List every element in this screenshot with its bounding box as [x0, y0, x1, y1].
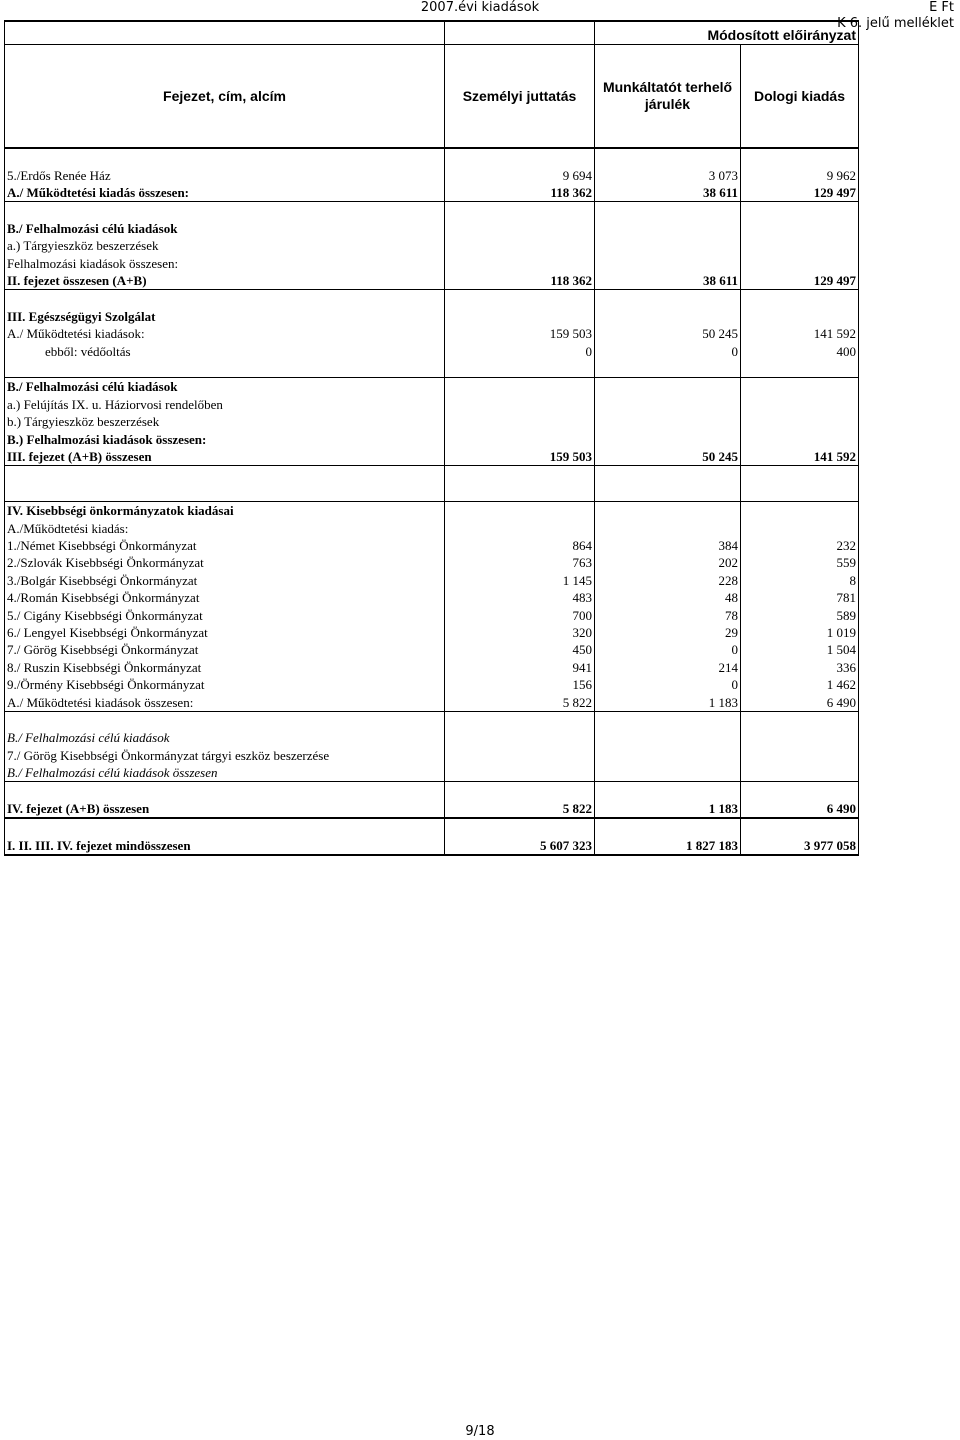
table-row: [5, 483, 859, 501]
row-label: [5, 202, 445, 220]
material-value: 400: [741, 342, 859, 359]
personal-value: 156: [445, 676, 595, 693]
row-label: A./Működtetési kiadás:: [5, 519, 445, 536]
material-value: 141 592: [741, 325, 859, 342]
table-row: [5, 537, 859, 554]
personal-value: [445, 764, 595, 782]
row-label: 5./ Cigány Kisebbségi Önkormányzat: [5, 606, 445, 623]
material-value: [741, 148, 859, 166]
material-value: [741, 254, 859, 271]
material-value: 129 497: [741, 184, 859, 202]
contribution-value: 0: [595, 641, 741, 658]
contribution-value: 228: [595, 571, 741, 588]
contribution-value: [595, 395, 741, 412]
contribution-value: [595, 378, 741, 396]
contribution-value: 50 245: [595, 325, 741, 342]
material-value: 336: [741, 658, 859, 675]
contribution-value: 1 827 183: [595, 836, 741, 854]
personal-value: [445, 395, 595, 412]
material-value: [741, 413, 859, 430]
personal-value: [445, 360, 595, 378]
material-value: [741, 483, 859, 501]
row-label: a.) Tárgyieszköz beszerzések: [5, 237, 445, 254]
row-label: 2./Szlovák Kisebbségi Önkormányzat: [5, 554, 445, 571]
budget-table: [4, 20, 859, 856]
personal-value: 483: [445, 589, 595, 606]
personal-value: [445, 466, 595, 484]
contribution-value: 48: [595, 589, 741, 606]
personal-value: 1 145: [445, 571, 595, 588]
column-header-contribution: Munkáltatót terhelő járulék: [595, 45, 741, 149]
personal-value: [445, 290, 595, 308]
material-value: 1 019: [741, 624, 859, 641]
personal-value: [445, 711, 595, 729]
table-row: [5, 818, 859, 836]
personal-value: 700: [445, 606, 595, 623]
personal-value: 118 362: [445, 184, 595, 202]
table-row: [5, 729, 859, 746]
material-value: [741, 711, 859, 729]
material-value: 559: [741, 554, 859, 571]
row-label: B./ Felhalmozási célú kiadások: [5, 220, 445, 237]
row-label: a.) Felújítás IX. u. Háziorvosi rendelőben: [5, 395, 445, 412]
contribution-value: [595, 148, 741, 166]
table-row: [5, 220, 859, 237]
unit-label: E Ft: [929, 0, 954, 15]
table-row: [5, 430, 859, 447]
contribution-value: 384: [595, 537, 741, 554]
personal-value: [445, 220, 595, 237]
material-value: [741, 360, 859, 378]
contribution-value: [595, 818, 741, 836]
contribution-value: 3 073: [595, 166, 741, 183]
contribution-value: [595, 360, 741, 378]
contribution-value: [595, 729, 741, 746]
table-row: [5, 519, 859, 536]
personal-value: [445, 308, 595, 325]
personal-value: [445, 148, 595, 166]
material-value: 141 592: [741, 448, 859, 466]
material-value: 6 490: [741, 799, 859, 817]
material-value: 6 490: [741, 693, 859, 711]
table-row: [5, 413, 859, 430]
row-label: 9./Örmény Kisebbségi Önkormányzat: [5, 676, 445, 693]
row-label: [5, 148, 445, 166]
material-value: 8: [741, 571, 859, 588]
column-header-material: Dologi kiadás: [741, 45, 859, 149]
material-value: [741, 729, 859, 746]
personal-value: 159 503: [445, 325, 595, 342]
table-row: [5, 836, 859, 854]
personal-value: [445, 483, 595, 501]
row-label: 3./Bolgár Kisebbségi Önkormányzat: [5, 571, 445, 588]
table-row: [5, 711, 859, 729]
row-label: A./ Működtetési kiadás összesen:: [5, 184, 445, 202]
contribution-value: [595, 483, 741, 501]
contribution-value: [595, 290, 741, 308]
material-value: 232: [741, 537, 859, 554]
material-value: [741, 746, 859, 763]
budget-table-wrapper: [4, 20, 858, 856]
table-row: [5, 501, 859, 519]
material-value: [741, 764, 859, 782]
row-label: I. II. III. IV. fejezet mindösszesen: [5, 836, 445, 854]
personal-value: 159 503: [445, 448, 595, 466]
personal-value: 5 822: [445, 693, 595, 711]
contribution-value: [595, 519, 741, 536]
row-label: [5, 290, 445, 308]
table-row: [5, 466, 859, 484]
personal-value: [445, 254, 595, 271]
material-value: [741, 395, 859, 412]
column-header-personal: Személyi juttatás: [445, 45, 595, 149]
row-label: B.) Felhalmozási kiadások összesen:: [5, 430, 445, 447]
row-label: B./ Felhalmozási célú kiadások összesen: [5, 764, 445, 782]
personal-value: 320: [445, 624, 595, 641]
table-row: [5, 395, 859, 412]
table-row: [5, 624, 859, 641]
row-label: 7./ Görög Kisebbségi Önkormányzat tárgyi eszköz beszerzése: [5, 746, 445, 763]
contribution-value: 29: [595, 624, 741, 641]
row-label: II. fejezet összesen (A+B): [5, 272, 445, 290]
material-value: [741, 378, 859, 396]
personal-value: [445, 519, 595, 536]
row-label: 5./Erdős Renée Ház: [5, 166, 445, 183]
contribution-value: 78: [595, 606, 741, 623]
material-value: 781: [741, 589, 859, 606]
row-label: b.) Tárgyieszköz beszerzések: [5, 413, 445, 430]
contribution-value: [595, 254, 741, 271]
row-label: 6./ Lengyel Kisebbségi Önkormányzat: [5, 624, 445, 641]
personal-value: [445, 430, 595, 447]
table-group-header: [5, 21, 859, 45]
row-label: 8./ Ruszin Kisebbségi Önkormányzat: [5, 658, 445, 675]
personal-value: 0: [445, 342, 595, 359]
table-row: [5, 148, 859, 166]
material-value: 129 497: [741, 272, 859, 290]
personal-value: [445, 818, 595, 836]
material-value: [741, 519, 859, 536]
row-label: [5, 466, 445, 484]
table-row: [5, 360, 859, 378]
row-label: [5, 782, 445, 800]
row-label: [5, 818, 445, 836]
material-value: 3 977 058: [741, 836, 859, 854]
row-label: 4./Román Kisebbségi Önkormányzat: [5, 589, 445, 606]
material-value: [741, 237, 859, 254]
contribution-value: [595, 466, 741, 484]
personal-value: [445, 501, 595, 519]
table-row: [5, 764, 859, 782]
table-row: [5, 746, 859, 763]
personal-value: 5 822: [445, 799, 595, 817]
contribution-value: 0: [595, 676, 741, 693]
contribution-value: 1 183: [595, 799, 741, 817]
table-row: [5, 658, 859, 675]
contribution-value: 0: [595, 342, 741, 359]
table-row: [5, 202, 859, 220]
row-label: IV. Kisebbségi önkormányzatok kiadásai: [5, 501, 445, 519]
table-row: [5, 272, 859, 290]
table-row: [5, 799, 859, 817]
contribution-value: [595, 746, 741, 763]
row-label: [5, 483, 445, 501]
personal-value: 9 694: [445, 166, 595, 183]
row-label: Felhalmozási kiadások összesen:: [5, 254, 445, 271]
table-row: [5, 641, 859, 658]
table-row: [5, 166, 859, 183]
personal-value: [445, 202, 595, 220]
contribution-value: 214: [595, 658, 741, 675]
contribution-value: [595, 220, 741, 237]
table-row: [5, 589, 859, 606]
table-row: [5, 606, 859, 623]
row-label: [5, 711, 445, 729]
row-label: A./ Működtetési kiadások összesen:: [5, 693, 445, 711]
row-label: III. fejezet (A+B) összesen: [5, 448, 445, 466]
personal-value: 5 607 323: [445, 836, 595, 854]
contribution-value: 38 611: [595, 184, 741, 202]
personal-value: 864: [445, 537, 595, 554]
personal-value: 118 362: [445, 272, 595, 290]
table-row: [5, 184, 859, 202]
contribution-value: [595, 413, 741, 430]
annex-label: K 6. jelű melléklet: [837, 16, 954, 31]
column-header-chapter: Fejezet, cím, alcím: [5, 45, 445, 149]
table-row: [5, 254, 859, 271]
table-row: [5, 448, 859, 466]
table-row: [5, 342, 859, 359]
material-value: 1 462: [741, 676, 859, 693]
table-row: [5, 237, 859, 254]
material-value: [741, 220, 859, 237]
contribution-value: 38 611: [595, 272, 741, 290]
personal-value: [445, 237, 595, 254]
personal-value: [445, 378, 595, 396]
personal-value: [445, 413, 595, 430]
row-label: B./ Felhalmozási célú kiadások: [5, 729, 445, 746]
contribution-value: 202: [595, 554, 741, 571]
personal-value: [445, 729, 595, 746]
contribution-value: [595, 308, 741, 325]
group-title: Módosított előirányzat: [595, 21, 859, 45]
material-value: 9 962: [741, 166, 859, 183]
table-row: [5, 378, 859, 396]
table-row: [5, 308, 859, 325]
material-value: [741, 501, 859, 519]
table-row: [5, 676, 859, 693]
row-label: A./ Működtetési kiadások:: [5, 325, 445, 342]
material-value: [741, 308, 859, 325]
material-value: [741, 290, 859, 308]
page-number: 9/18: [465, 1424, 495, 1439]
row-label: B./ Felhalmozási célú kiadások: [5, 378, 445, 396]
table-row: [5, 290, 859, 308]
row-label: IV. fejezet (A+B) összesen: [5, 799, 445, 817]
contribution-value: 50 245: [595, 448, 741, 466]
document-title: 2007.évi kiadások: [420, 0, 540, 15]
table-row: [5, 782, 859, 800]
material-value: [741, 202, 859, 220]
table-row: [5, 325, 859, 342]
personal-value: 763: [445, 554, 595, 571]
contribution-value: [595, 782, 741, 800]
table-row: [5, 693, 859, 711]
contribution-value: [595, 711, 741, 729]
material-value: [741, 782, 859, 800]
contribution-value: [595, 237, 741, 254]
table-row: [5, 571, 859, 588]
row-label: 7./ Görög Kisebbségi Önkormányzat: [5, 641, 445, 658]
material-value: [741, 818, 859, 836]
material-value: 1 504: [741, 641, 859, 658]
table-row: [5, 554, 859, 571]
table-column-headers: [5, 45, 859, 149]
contribution-value: 1 183: [595, 693, 741, 711]
material-value: 589: [741, 606, 859, 623]
row-label: [5, 360, 445, 378]
row-label: 1./Német Kisebbségi Önkormányzat: [5, 537, 445, 554]
contribution-value: [595, 764, 741, 782]
personal-value: [445, 746, 595, 763]
contribution-value: [595, 202, 741, 220]
row-label: ebből: védőoltás: [5, 342, 445, 359]
row-label: III. Egészségügyi Szolgálat: [5, 308, 445, 325]
material-value: [741, 430, 859, 447]
contribution-value: [595, 501, 741, 519]
contribution-value: [595, 430, 741, 447]
personal-value: [445, 782, 595, 800]
personal-value: 941: [445, 658, 595, 675]
personal-value: 450: [445, 641, 595, 658]
material-value: [741, 466, 859, 484]
table-body: [5, 148, 859, 855]
